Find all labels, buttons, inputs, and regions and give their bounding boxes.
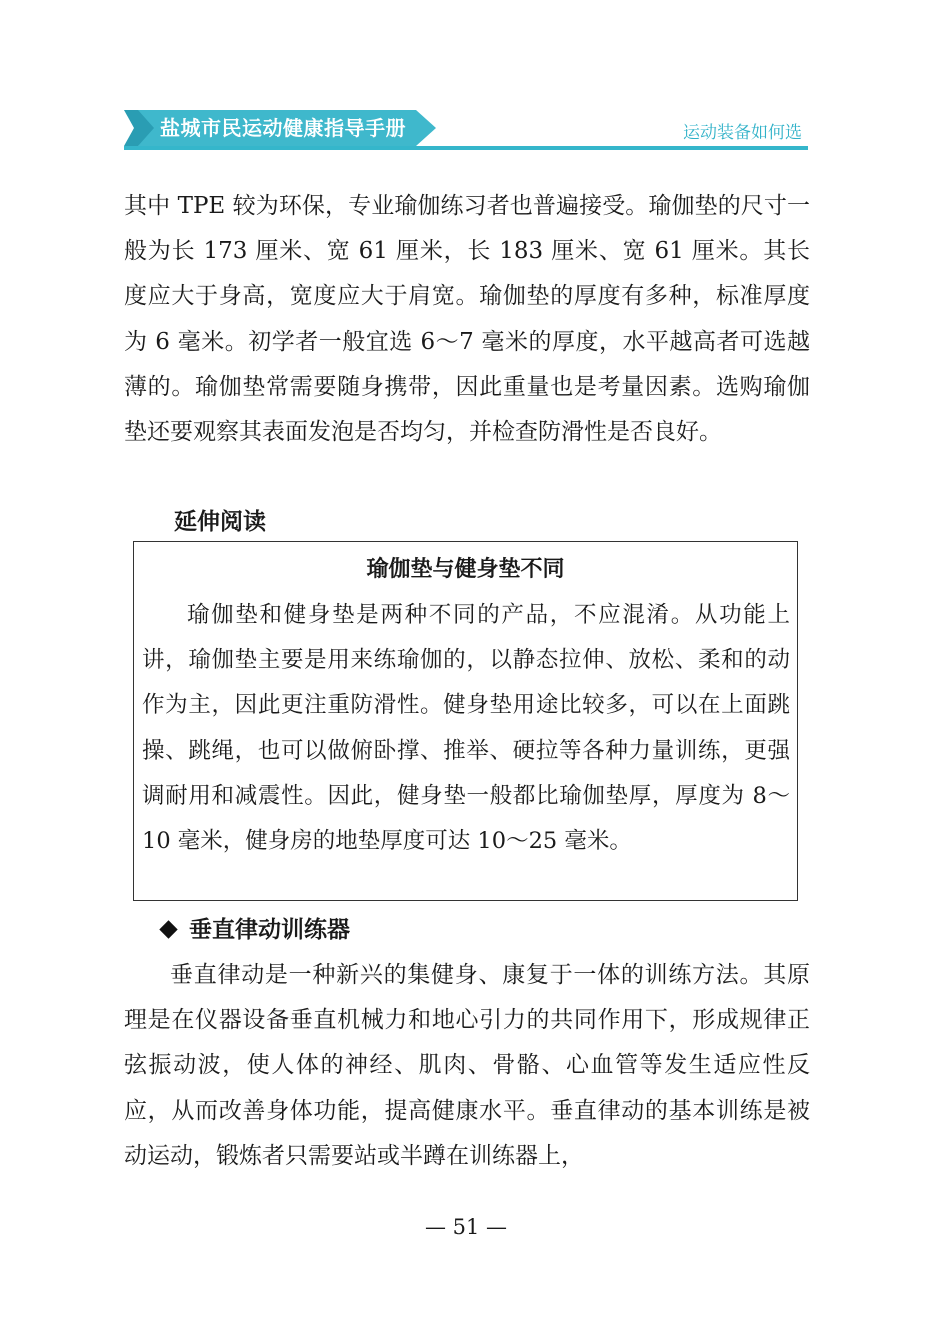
extended-reading-box (133, 541, 798, 901)
book-title: 盐城市民运动健康指导手册 (160, 116, 406, 140)
body-paragraph-vibration: 垂直律动是一种新兴的集健身、康复于一体的训练方法。其原理是在仪器设备垂直机械力和地心引力的共同作用下，形成规律正弦振动波，使人体的神经、肌肉、骨骼、心血管等发生适应性反应，从而改善身体功能，提高健康水平。垂直律动的基本训练是被动运动，锻炼者只需要站或半蹲在训练器上， (124, 962, 810, 1169)
header-divider (124, 146, 808, 150)
section-heading (158, 911, 350, 949)
diamond-bullet-icon (159, 920, 177, 938)
book-title-banner (124, 108, 436, 148)
page-number: — 51 — (424, 1215, 508, 1239)
section-heading-text: 垂直律动训练器 (189, 917, 350, 943)
box-text: 瑜伽垫和健身垫是两种不同的产品，不应混淆。从功能上讲，瑜伽垫主要是用来练瑜伽的，以静态拉伸、放松、柔和的动作为主，因此更注重防滑性。健身垫用途比较多，可以在上面跳操、跳绳，也可以做俯卧撑、推举、硬拉等各种力量训练，更强调耐用和减震性。因此，健身垫一般都比瑜伽垫厚，厚度为 8～10 毫米，健身房的地垫厚度可达 10～25 毫米。 (142, 602, 790, 855)
extended-reading-label: 延伸阅读 (174, 509, 266, 535)
page-header (124, 104, 808, 152)
body-paragraph-yoga-mat: 其中 TPE 较为环保，专业瑜伽练习者也普遍接受。瑜伽垫的尺寸一般为长 173 厘米、宽 61 厘米，长 183 厘米、宽 61 厘米。其长度应大于身高，宽度应大于肩宽。瑜伽垫的厚度有多种，标准厚度为 6 毫米。初学者一般宜选 6～7 毫米的厚度，水平越高者可选越薄的。瑜伽垫常需要随身携带，因此重量也是考量因素。选购瑜伽垫还要观察其表面发泡是否均匀，并检查防滑性是否良好。 (124, 193, 810, 446)
section-title: 运动装备如何选 (683, 123, 802, 143)
box-title: 瑜伽垫与健身垫不同 (366, 557, 565, 582)
